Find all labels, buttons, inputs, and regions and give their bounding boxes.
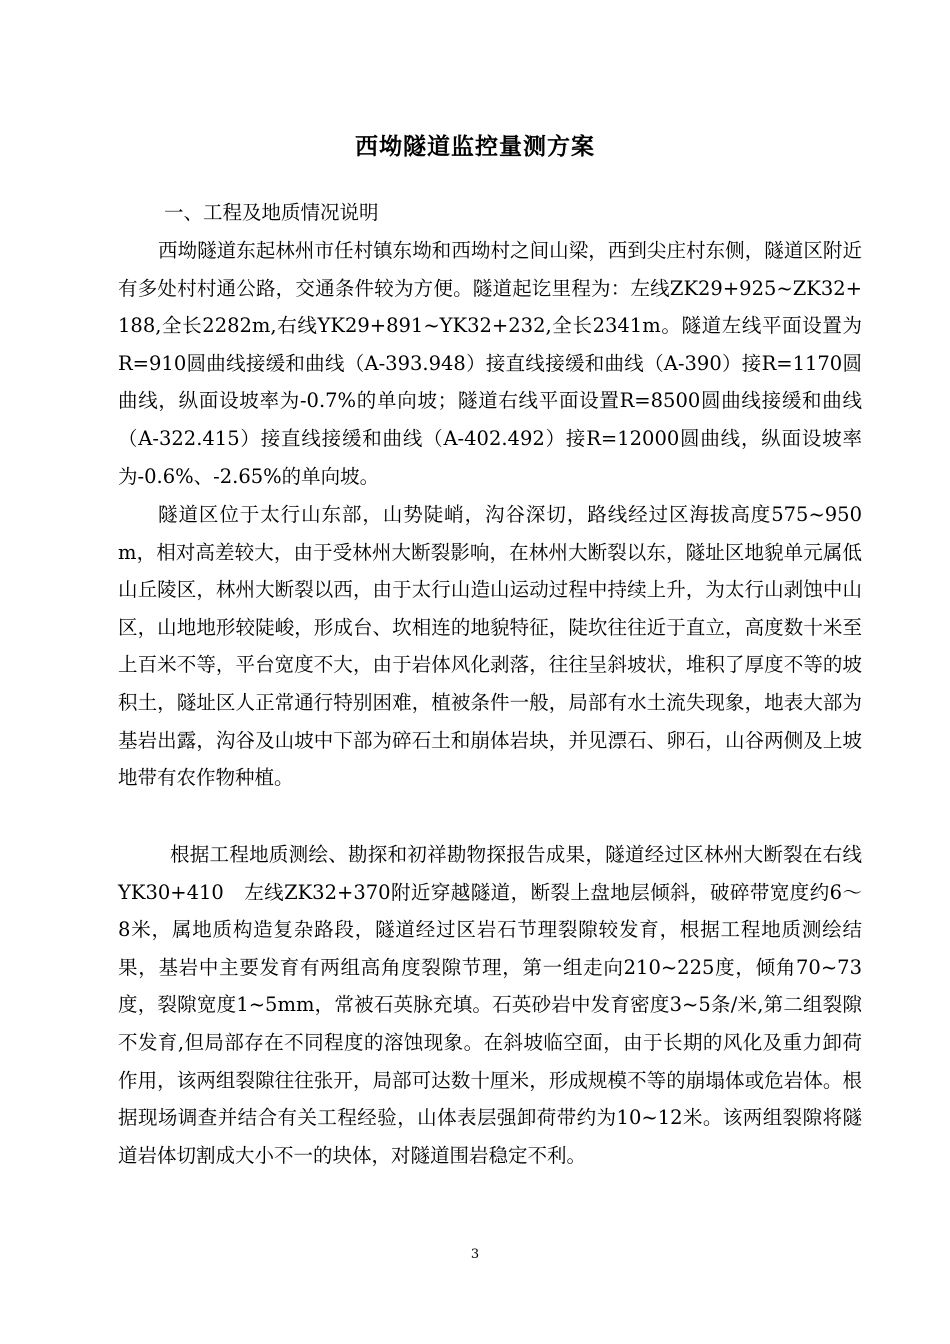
- paragraph-text: 西坳隧道东起林州市任村镇东坳和西坳村之间山梁，西到尖庄村东侧，隧道区附近有多处村村通公路，交通条件较为方便。隧道起讫里程为：左线ZK29+925~ZK32+188,全长2282m,右线YK29+891~YK32+232,全长2341m。隧道左线平面设置为R=910圆曲线接缓和曲线（A-393.948）接直线接缓和曲线（A-390）接R=1170圆曲线，纵面设坡率为-0.7%的单向坡；隧道右线平面设置R=8500圆曲线接缓和曲线（A-322.415）接直线接缓和曲线（A-402.492）接R=12000圆曲线，纵面设坡率为-0.6%、-2.65%的单向坡。: [118, 239, 862, 488]
- paragraph-terrain: [118, 496, 862, 797]
- page-number: 3: [470, 1247, 480, 1262]
- paragraph-location: [118, 232, 862, 495]
- paragraph-text: 根据工程地质测绘、勘探和初祥勘物探报告成果，隧道经过区林州大断裂在右线YK30+410 左线ZK32+370附近穿越隧道，断裂上盘地层倾斜，破碎带宽度约6～8米，属地质构造复杂路段，隧道经过区岩石节理裂隙较发育，根据工程地质测绘结果，基岩中主要发育有两组高角度裂隙节理，第一组走向210~225度，倾角70~73度，裂隙宽度1~5mm，常被石英脉充填。石英砂岩中发育密度3~5条/米,第二组裂隙不发育,但局部存在不同程度的溶蚀现象。在斜坡临空面，由于长期的风化及重力卸荷作用，该两组裂隙往往张开，局部可达数十厘米，形成规模不等的崩塌体或危岩体。根据现场调查并结合有关工程经验，山体表层强卸荷带约为10~12米。该两组裂隙将隧道岩体切割成大小不一的块体，对隧道围岩稳定不利。: [118, 843, 862, 1167]
- paragraph-geology: [118, 836, 862, 1174]
- section-heading: 一、工程及地质情况说明: [164, 201, 379, 224]
- document-title: 西坳隧道监控量测方案: [355, 133, 595, 160]
- paragraph-text: 隧道区位于太行山东部，山势陡峭，沟谷深切，路线经过区海拔高度575~950m，相对高差较大，由于受林州大断裂影响，在林州大断裂以东，隧址区地貌单元属低山丘陵区，林州大断裂以西，由于太行山造山运动过程中持续上升，为太行山剥蚀中山区，山地地形较陡峻，形成台、坎相连的地貌特征，陡坎往往近于直立，高度数十米至上百米不等，平台宽度不大，由于岩体风化剥落，往往呈斜坡状，堆积了厚度不等的坡积土，隧址区人正常通行特别困难，植被条件一般，局部有水土流失现象，地表大部为基岩出露，沟谷及山坡中下部为碎石土和崩体岩块，并见漂石、卵石，山谷两侧及上坡地带有农作物种植。: [118, 503, 862, 790]
